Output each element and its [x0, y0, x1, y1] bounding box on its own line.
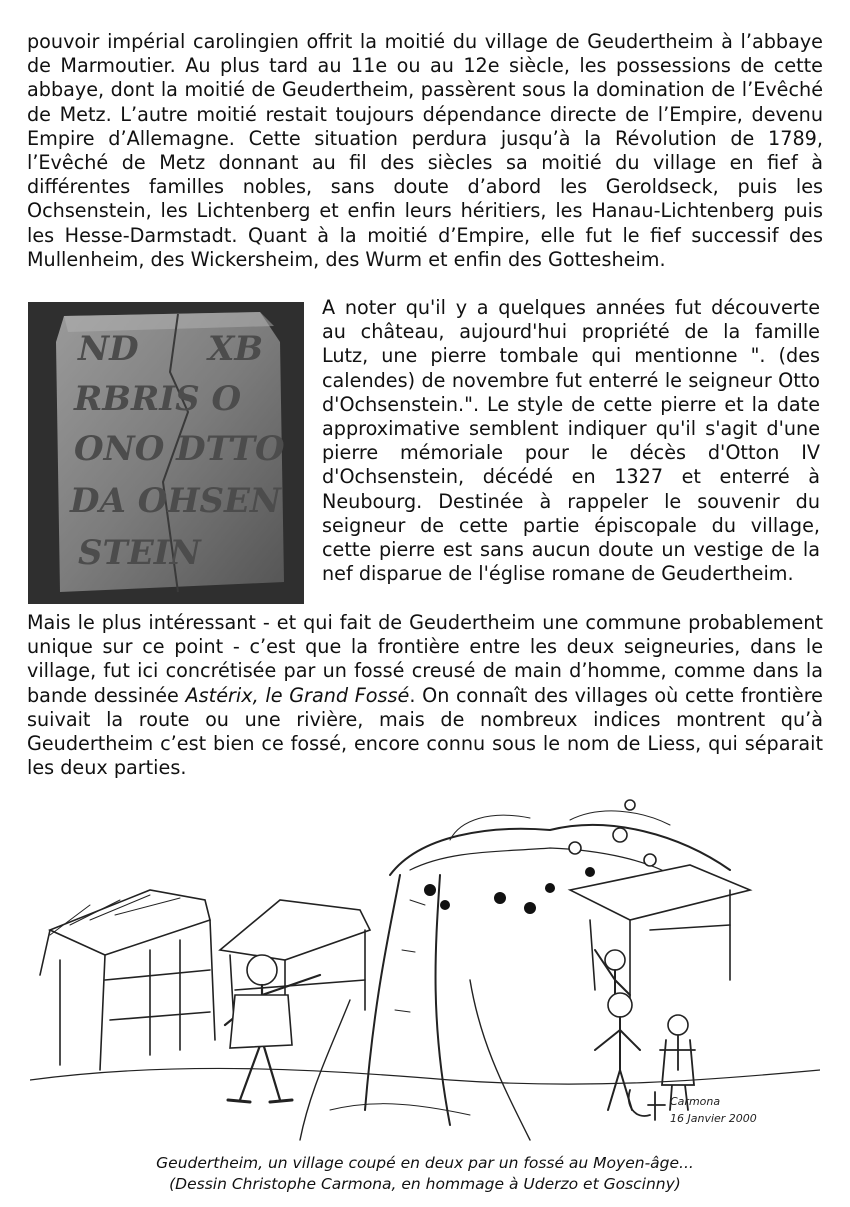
tombstone-paragraph: A noter qu'il y a quelques années fut découverte au château, aujourd'hui propriété de la famille Lutz, une pierre tombale qui mentionne ". (des calendes) de novembre fut enterré le seigneur Otto d'Ochsenstein.". Le style de cette pierre et la date approximative semblent indiquer qu'il s'agit d'une pierre mémoriale pour le décès d'Otton IV d'Ochsenstein, décédé en 1327 et enterré à Neubourg. Destinée à rappeler le souvenir du seigneur de cette partie épiscopale du village, cette pierre est sans aucun doute un vestige de la nef disparue de l'église romane de Geudertheim.	[322, 296, 820, 586]
tombstone-photo	[28, 302, 304, 604]
frontier-paragraph	[27, 611, 823, 780]
svg-text:ONO DTTO: ONO DTTO	[74, 429, 285, 469]
frontier-text-start: Mais le plus intéressant - et qui fait de Geudertheim une commune probablement unique sur ce point - c’est que la frontière entre les deux seigneuries, dans le village, fut ici concrétisée par un fossé creusé de main d’homme, comme dans la bande dessinée	[27, 611, 823, 707]
svg-text:DA OHSEN: DA OHSEN	[70, 481, 281, 521]
svg-text:ND: ND	[78, 329, 139, 369]
illustration	[30, 780, 820, 1150]
comic-title: Astérix, le Grand Fossé	[185, 683, 410, 707]
caption-line-2: (Dessin Christophe Carmona, en hommage à Uderzo et Goscinny)	[169, 1175, 681, 1193]
svg-text:STEIN: STEIN	[78, 533, 201, 573]
caption-line-1: Geudertheim, un village coupé en deux par un fossé au Moyen-âge...	[156, 1154, 694, 1172]
history-paragraph: pouvoir impérial carolingien offrit la moitié du village de Geudertheim à l’abbaye de Marmoutier. Au plus tard au 11e ou au 12e siècle, les possessions de cette abbaye, dont la moitié de Geudertheim, passèrent sous la domination de l’Evêché de Metz. L’autre moitié restait toujours dépendance directe de l’Empire, devenu Empire d’Allemagne. Cette situation perdura jusqu’à la Révolution de 1789, l’Evêché de Metz donnant au fil des siècles sa moitié du village en fief à différentes familles nobles, sans doute d’abord les Geroldseck, puis les Ochsenstein, les Lichtenberg et enfin leurs héritiers, les Hanau-Lichtenberg puis les Hesse-Darmstadt. Quant à la moitié d’Empire, elle fut le fief successif des Mullenheim, des Wickersheim, des Wurm et enfin des Gottesheim.	[27, 30, 823, 271]
frontier-text-end: . On connaît des villages où cette frontière suivait la route ou une rivière, mais de nombreux indices montrent qu’à Geudertheim c’est bien ce fossé, encore connu sous le nom de Liess, qui séparait les deux parties.	[27, 683, 823, 780]
svg-text:RBRIS O: RBRIS O	[74, 379, 242, 419]
svg-text:16 Janvier 2000: 16 Janvier 2000	[670, 1112, 757, 1125]
svg-text:Carmona: Carmona	[670, 1095, 721, 1108]
svg-text:XB: XB	[208, 329, 264, 369]
